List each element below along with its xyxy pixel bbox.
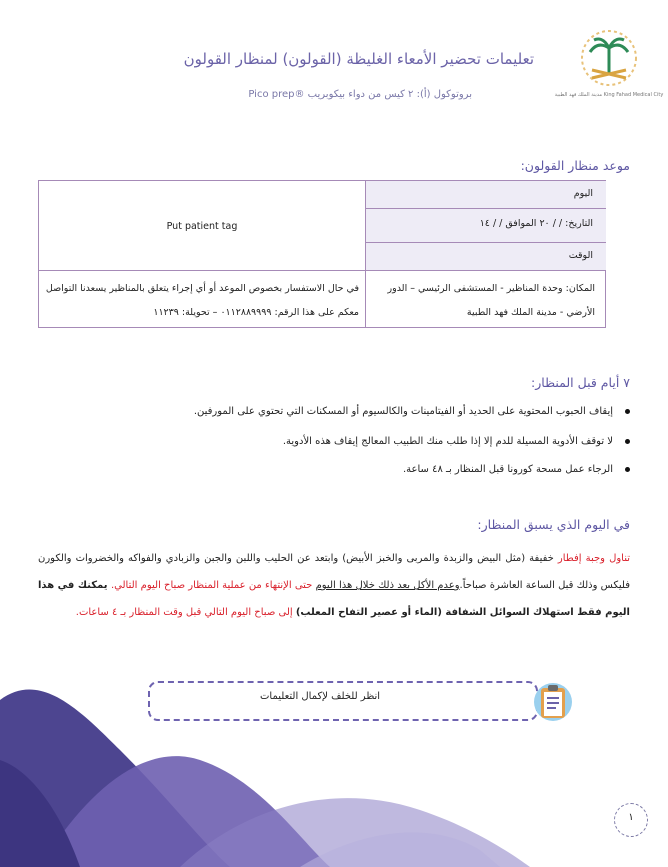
breakfast-highlight: تناول وجبة إفطار [557,553,631,564]
clipboard-icon [532,680,574,724]
appointment-heading: موعد منظار القولون: [520,158,630,173]
day-before-heading: في اليوم الذي يسبق المنظار: [477,517,630,532]
day-cell [365,181,606,208]
list-item: لا توقف الأدوية المسيلة للدم إلا إذا طلب منك الطبيب المعالج إيقاف هذه الأدوية. [283,436,630,447]
location-text: المكان: وحدة المناظير - المستشفى الرئيسي – الدور الأرضي - مدينة الملك فهد الطبية [387,283,595,318]
page-subtitle: بروتوكول (أ): ٢ كيس من دواء بيكوبريب ®Pico prep [248,89,472,100]
bullet-icon [625,409,630,414]
list-item: إيقاف الحبوب المحتوية على الحديد أو الفيتامينات والكالسيوم أو المسكنات التي تحتوي على المورفين. [194,406,630,417]
hospital-logo [554,26,664,104]
logo-text: مدينة الملك فهد الطبية King Fahad Medical City [554,92,664,98]
decorative-wave-background [0,620,668,867]
page-title: تعليمات تحضير الأمعاء الغليظة (القولون) لمنظار القولون [183,50,534,68]
bullet-icon [625,467,630,472]
bullet-icon [625,439,630,444]
page-number: ١ [628,812,634,823]
no-eating-underlined: وعدم الأكل بعد ذلك خلال هذا اليوم [315,580,460,591]
day-before-paragraph: تناول وجبة إفطار خفيفة (مثل البيض والزبدة والمربى والخبز الأبيض) وابتعد عن الحليب واللبن والجبن والزبادي والفواكه والخضروات والكورن فليكس وذلك قبل الساعة العاشرة صباحاً.وعدم الأكل بعد ذلك خلال هذا اليوم حتى الإنتهاء من عملية المنظار صباح اليوم التالي. يمكنك في هذا اليوم فقط استهلاك السوائل الشفافة (الماء أو عصير التفاح المعلب) إلى صباح اليوم التالي قبل وقت المنظار بـ ٤ ساعات. [38,553,631,618]
continue-note-text: انظر للخلف لإكمال التعليمات [260,691,381,702]
until-procedure-highlight: حتى الإنتهاء من عملية المنظار صباح اليوم التالي. [111,580,313,591]
list-item: الرجاء عمل مسحة كورونا قبل المنظار بـ ٤٨ ساعة. [403,464,630,475]
day-label: اليوم [573,188,593,199]
date-label: التاريخ: / / ٢٠ الموافق / / ١٤ [479,218,593,229]
seven-days-heading: ٧ أيام قبل المنظار: [531,375,630,390]
contact-text: في حال الاستفسار بخصوص الموعد أو أي إجراء يتعلق بالمناظير يسعدنا التواصل معكم على هذا الرقم: ٠١١٢٨٨٩٩٩٩ – تحويلة: ١١٢٣٩ [45,283,359,318]
patient-tag-area: Put patient tag [166,221,238,232]
time-label: الوقت [568,250,593,261]
clear-liquids-deadline: إلى صباح اليوم التالي قبل وقت المنظار بـ ٤ ساعات. [75,607,296,618]
appointment-table [38,180,606,328]
